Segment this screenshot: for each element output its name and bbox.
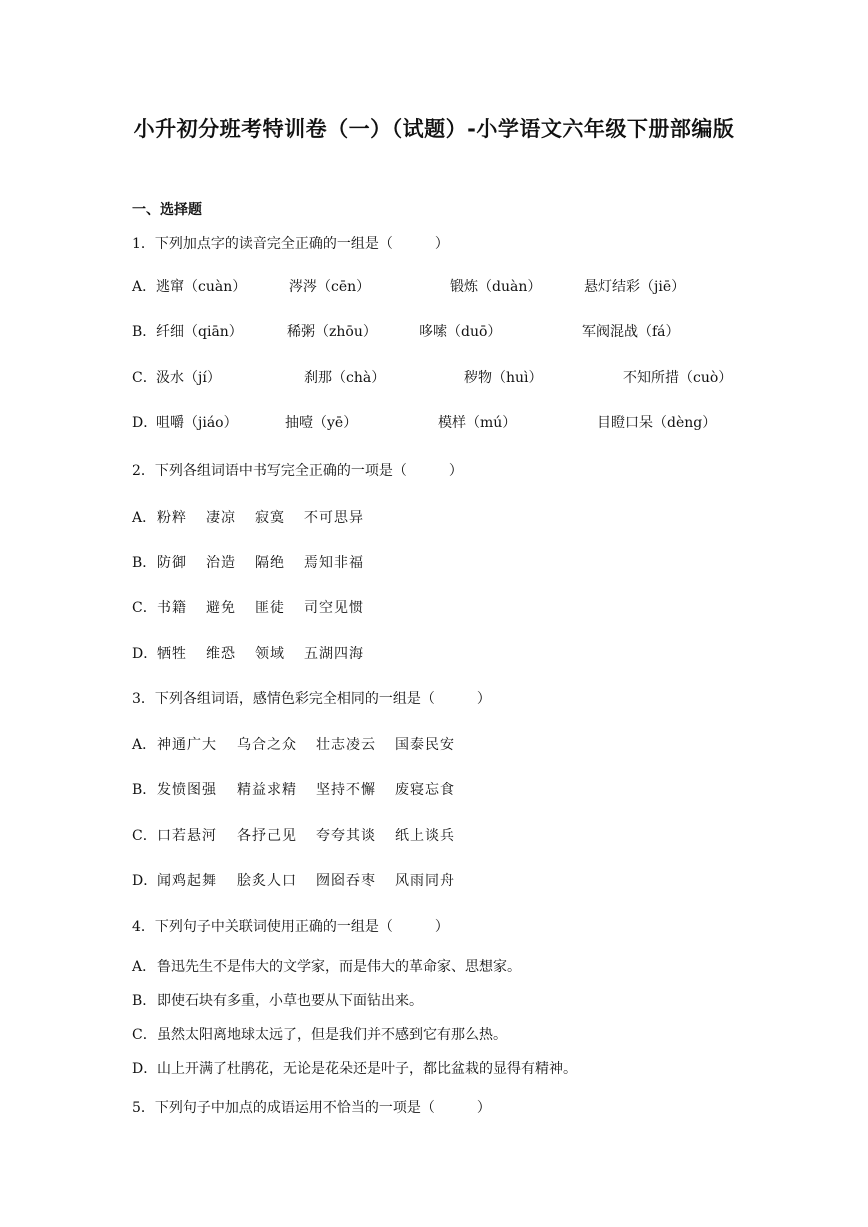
option-label: C． xyxy=(132,1027,157,1043)
option-item: 各抒己见 xyxy=(237,828,297,844)
option-item: 隔绝 xyxy=(255,555,285,571)
option-item: 稀粥（zhōu） xyxy=(287,324,377,340)
option-label: D． xyxy=(132,646,158,662)
option-item: 悬灯结彩（jiē） xyxy=(584,279,686,295)
option-text: 鲁迅先生不是伟大的文学家，而是伟大的革命家、思想家。 xyxy=(157,959,521,975)
option-label: D． xyxy=(132,873,158,889)
option-item: 锻炼（duàn） xyxy=(450,279,542,295)
option-item: 精益求精 xyxy=(237,782,297,798)
option-label: A． xyxy=(132,737,157,753)
option-item: 发愤图强 xyxy=(157,782,217,798)
option-item: 刹那（chà） xyxy=(304,370,386,386)
option-item: 国泰民安 xyxy=(395,737,455,753)
option-item: 纸上谈兵 xyxy=(395,828,455,844)
option-item: 涔涔（cēn） xyxy=(289,279,371,295)
option-text: 虽然太阳离地球太远了，但是我们并不感到它有那么热。 xyxy=(157,1027,507,1043)
option-item: 避免 xyxy=(206,600,236,616)
option-item: 匪徒 xyxy=(255,600,285,616)
option-text: 山上开满了杜鹃花，无论是花朵还是叶子，都比盆栽的显得有精神。 xyxy=(157,1061,577,1077)
option-item: 纤细（qiān） xyxy=(156,324,243,340)
option-item: 囫囵吞枣 xyxy=(316,873,376,889)
option-item: 书籍 xyxy=(157,600,187,616)
option-item: 司空见惯 xyxy=(304,600,364,616)
option-item: 不知所措（cuò） xyxy=(623,370,733,386)
option-item: 维恐 xyxy=(206,646,236,662)
question-4-stem: 4．下列句子中关联词使用正确的一组是（ ） xyxy=(132,919,449,935)
option-item: 口若悬河 xyxy=(157,828,217,844)
option-item: 抽噎（yē） xyxy=(285,415,358,431)
option-item: 壮志凌云 xyxy=(316,737,376,753)
option-label: C． xyxy=(132,600,157,616)
option-item: 脍炙人口 xyxy=(237,873,297,889)
option-label: A． xyxy=(132,279,157,295)
option-item: 五湖四海 xyxy=(304,646,364,662)
option-item: 神通广大 xyxy=(157,737,217,753)
option-item: 防御 xyxy=(157,555,187,571)
option-item: 领域 xyxy=(255,646,285,662)
option-item: 不可思异 xyxy=(304,510,364,526)
option-label: A． xyxy=(132,959,157,975)
option-label: B． xyxy=(132,782,157,798)
option-item: 夸夸其谈 xyxy=(316,828,376,844)
option-label: C． xyxy=(132,828,157,844)
option-item: 模样（mú） xyxy=(438,415,517,431)
option-label: D． xyxy=(132,1061,158,1077)
option-item: 粉粹 xyxy=(157,510,187,526)
option-item: 军阀混战（fá） xyxy=(582,324,680,340)
option-label: B． xyxy=(132,324,157,340)
option-item: 哆嗦（duō） xyxy=(419,324,502,340)
option-item: 牺牲 xyxy=(157,646,187,662)
option-label: B． xyxy=(132,993,157,1009)
option-item: 逃窜（cuàn） xyxy=(156,279,247,295)
option-item: 凄凉 xyxy=(206,510,236,526)
option-item: 废寝忘食 xyxy=(395,782,455,798)
option-item: 咀嚼（jiáo） xyxy=(156,415,238,431)
option-label: A． xyxy=(132,510,157,526)
option-label: B． xyxy=(132,555,157,571)
option-label: D． xyxy=(132,415,158,431)
page-title: 小升初分班考特训卷（一）（试题）-小学语文六年级下册部编版 xyxy=(133,117,735,141)
option-item: 目瞪口呆（dèng） xyxy=(597,415,717,431)
option-item: 汲水（jí） xyxy=(156,370,221,386)
option-item: 焉知非福 xyxy=(304,555,364,571)
question-3-stem: 3．下列各组词语，感情色彩完全相同的一组是（ ） xyxy=(132,691,491,707)
option-item: 乌合之众 xyxy=(237,737,297,753)
option-text: 即使石块有多重，小草也要从下面钻出来。 xyxy=(157,993,423,1009)
section-heading: 一、选择题 xyxy=(132,202,202,218)
option-item: 治造 xyxy=(206,555,236,571)
question-5-stem: 5．下列句子中加点的成语运用不恰当的一项是（ ） xyxy=(132,1100,491,1116)
question-1-stem: 1．下列加点字的读音完全正确的一组是（ ） xyxy=(132,236,449,252)
option-label: C． xyxy=(132,370,157,386)
option-item: 寂寞 xyxy=(255,510,285,526)
option-item: 风雨同舟 xyxy=(395,873,455,889)
option-item: 坚持不懈 xyxy=(316,782,376,798)
option-item: 秽物（huì） xyxy=(464,370,543,386)
option-item: 闻鸡起舞 xyxy=(157,873,217,889)
question-2-stem: 2．下列各组词语中书写完全正确的一项是（ ） xyxy=(132,463,463,479)
